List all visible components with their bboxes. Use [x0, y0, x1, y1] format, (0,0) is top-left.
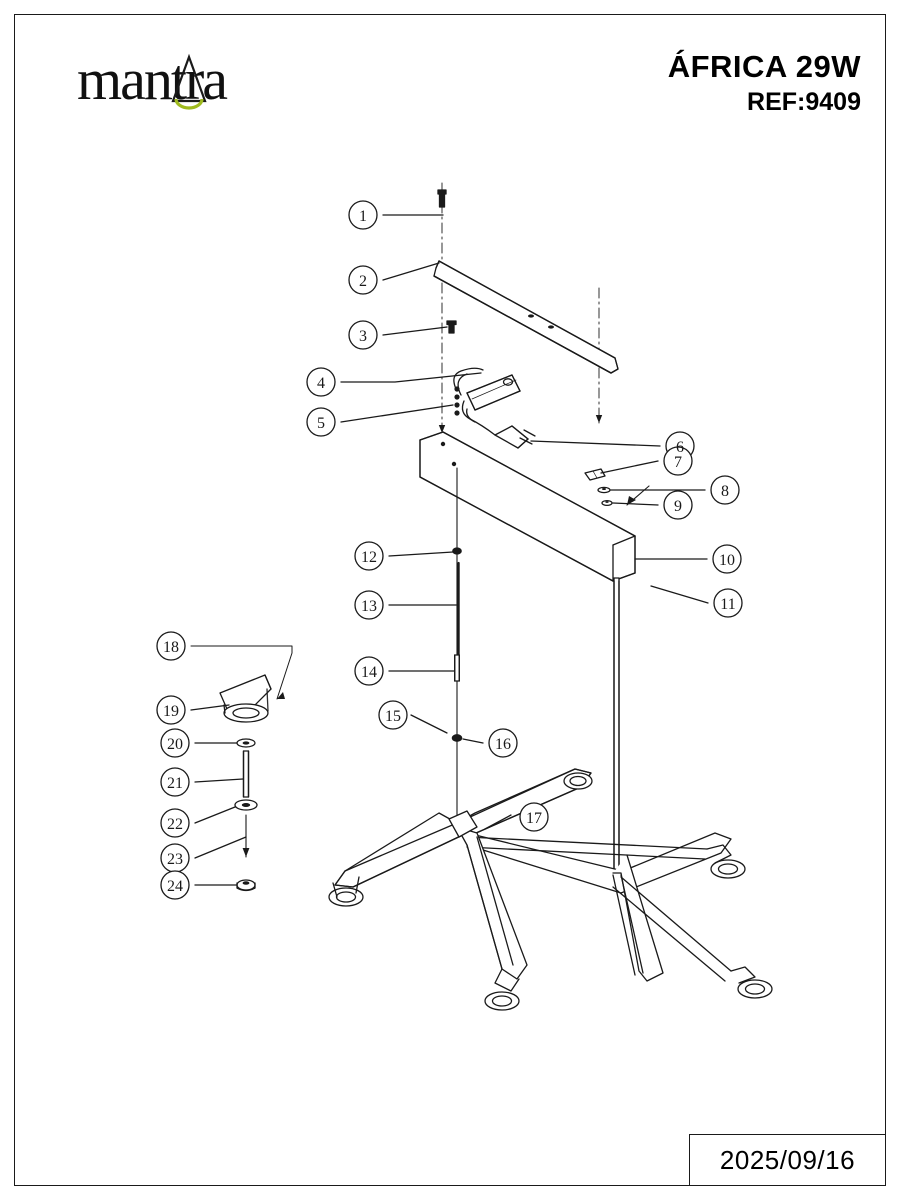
date-box	[689, 1134, 886, 1186]
callout-label-3: 3	[359, 328, 367, 345]
callout-label-14: 14	[361, 664, 377, 681]
drawing-sheet	[14, 14, 886, 1186]
callout-label-8: 8	[721, 483, 729, 500]
title-block	[668, 49, 861, 117]
diagram-canvas	[15, 133, 887, 1093]
callout-label-20: 20	[167, 736, 183, 753]
callout-label-4: 4	[317, 375, 325, 392]
callout-label-9: 9	[674, 498, 682, 515]
mantra-lamp-logo-icon	[77, 49, 317, 111]
callout-label-11: 11	[720, 596, 736, 613]
callout-label-10: 10	[719, 552, 735, 569]
callout-label-1: 1	[359, 208, 367, 225]
callout-label-22: 22	[167, 816, 183, 833]
callout-label-21: 21	[167, 775, 183, 792]
product-title: ÁFRICA 29W	[667, 49, 861, 84]
callout-label-17: 17	[526, 810, 542, 827]
callout-label-5: 5	[317, 415, 325, 432]
callout-label-19: 19	[163, 703, 179, 720]
sheet-header	[15, 15, 885, 133]
callout-label-16: 16	[495, 736, 511, 753]
callout-label-15: 15	[385, 708, 401, 725]
brand-name: mantra	[77, 47, 227, 112]
exploded-diagram	[15, 133, 885, 1093]
brand-logo	[77, 49, 317, 111]
callout-label-12: 12	[361, 549, 377, 566]
callout-label-18: 18	[163, 639, 179, 656]
date-value: 2025/09/16	[719, 1144, 856, 1175]
callout-label-2: 2	[359, 273, 367, 290]
callout-label-7: 7	[674, 454, 682, 471]
callout-label-24: 24	[167, 878, 183, 895]
product-reference: REF:9409	[747, 88, 861, 116]
callout-label-13: 13	[361, 598, 377, 615]
callout-label-23: 23	[167, 851, 183, 868]
callout-label-6: 6	[676, 439, 684, 456]
